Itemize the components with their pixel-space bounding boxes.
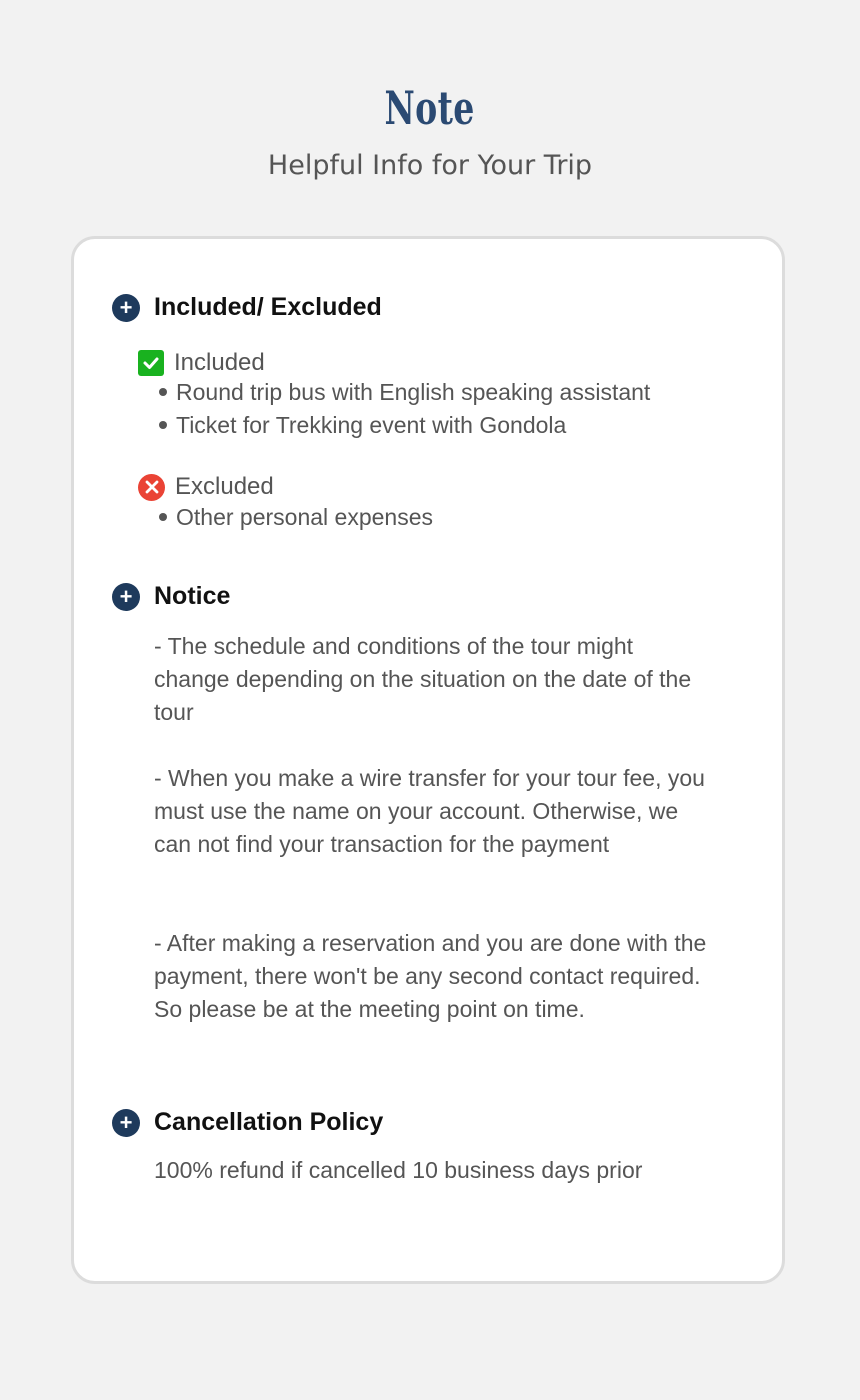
plus-icon: +	[112, 1109, 140, 1137]
notice-paragraph: - The schedule and conditions of the tour might change depending on the situation on the date of the tour	[154, 633, 698, 725]
section-title: Included/ Excluded	[154, 293, 382, 321]
notice-paragraph: - After making a reservation and you are done with the payment, there won't be any second contact required. So please be at the meeting point on time.	[154, 930, 713, 1022]
excluded-label: Excluded	[175, 473, 274, 500]
included-item: Ticket for Trekking event with Gondola	[176, 409, 566, 441]
section-title: Cancellation Policy	[154, 1108, 384, 1136]
cancellation-policy-text: 100% refund if cancelled 10 business days prior	[154, 1157, 643, 1183]
section-title: Notice	[154, 582, 231, 610]
section-notice-header[interactable]	[112, 582, 230, 611]
included-group	[138, 349, 265, 377]
included-item: Round trip bus with English speaking assistant	[176, 376, 650, 408]
check-icon	[138, 350, 164, 376]
plus-icon: +	[112, 583, 140, 611]
page-title: Note	[384, 81, 476, 135]
section-cancellation-header[interactable]	[112, 1108, 383, 1137]
info-card	[71, 236, 785, 1284]
plus-icon: +	[112, 294, 140, 322]
notice-paragraph: - When you make a wire transfer for your tour fee, you must use the name on your account. Otherwise, we can not find your transaction for the payment	[154, 765, 712, 857]
page-subtitle: Helpful Info for Your Trip	[267, 150, 593, 181]
included-label: Included	[174, 349, 265, 376]
page-header	[0, 78, 860, 184]
excluded-group	[138, 473, 274, 501]
x-icon	[138, 474, 165, 501]
section-included-excluded-header[interactable]	[112, 293, 382, 322]
excluded-item: Other personal expenses	[176, 501, 433, 533]
